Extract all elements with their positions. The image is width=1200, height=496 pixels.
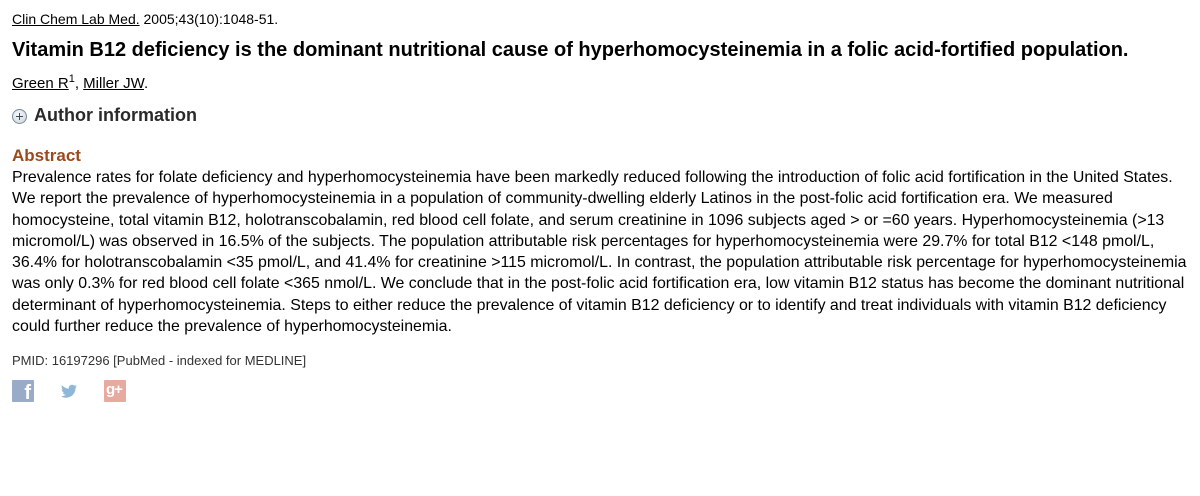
- abstract-text: Prevalence rates for folate deficiency and hyperhomocysteinemia have been markedly reduced following the introduction of folic acid fortification in the United States. We report the prevalence of hyperhomocysteinemia in a population of community-dwelling elderly Latinos in the post-folic acid fortification era. We measured homocysteine, total vitamin B12, holotranscobalamin, red blood cell folate, and serum creatinine in 1096 subjects aged > or =60 years. Hyperhomocysteinemia (>13 micromol/L) was observed in 16.5% of the subjects. The population attributable risk percentages for hyperhomocysteinemia were 29.7% for total B12 <148 pmol/L, 36.4% for holotranscobalamin <35 pmol/L, and 41.4% for creatinine >115 micromol/L. In contrast, the population attributable risk percentage for hyperhomocysteinemia was only 0.3% for red blood cell folate <365 nmol/L. We conclude that in the post-folic acid fortification era, low vitamin B12 status has become the dominant nutritional determinant of hyperhomocysteinemia. Steps to either reduce the prevalence of vitamin B12 deficiency or to identify and treat individuals with vitamin B12 deficiency could further reduce the prevalence of hyperhomocysteinemia.: [12, 169, 1187, 336]
- google-plus-glyph: g+: [106, 381, 122, 399]
- author-information-label: Author information: [34, 105, 197, 125]
- author-information-toggle[interactable]: [12, 104, 1190, 126]
- author-link-miller[interactable]: Miller JW: [83, 75, 144, 92]
- author-link-green[interactable]: Green R: [12, 75, 69, 92]
- article-page: [12, 10, 1190, 405]
- twitter-bird-graphic: [58, 380, 80, 402]
- citation-line: [12, 10, 1190, 28]
- citation-details: 2005;43(10):1048-51.: [139, 11, 279, 27]
- author-list: [12, 69, 1190, 94]
- expand-plus-icon[interactable]: [12, 109, 27, 124]
- pmid-line: PMID: 16197296 [PubMed - indexed for MEDLINE]: [12, 353, 307, 369]
- social-share-bar: [12, 380, 1190, 405]
- author-separator: ,: [74, 75, 84, 92]
- author-affiliation-sup: 1: [68, 73, 75, 85]
- article-title: Vitamin B12 deficiency is the dominant nutritional cause of hyperhomocysteinemia in a folic acid-fortified population.: [12, 39, 1129, 61]
- twitter-icon[interactable]: [58, 380, 80, 402]
- facebook-icon[interactable]: [12, 380, 34, 405]
- author-list-end: .: [144, 75, 149, 92]
- google-plus-icon[interactable]: [104, 380, 126, 402]
- journal-link[interactable]: Clin Chem Lab Med.: [12, 11, 140, 27]
- abstract-heading: Abstract: [12, 146, 81, 165]
- facebook-glyph: f: [24, 382, 31, 405]
